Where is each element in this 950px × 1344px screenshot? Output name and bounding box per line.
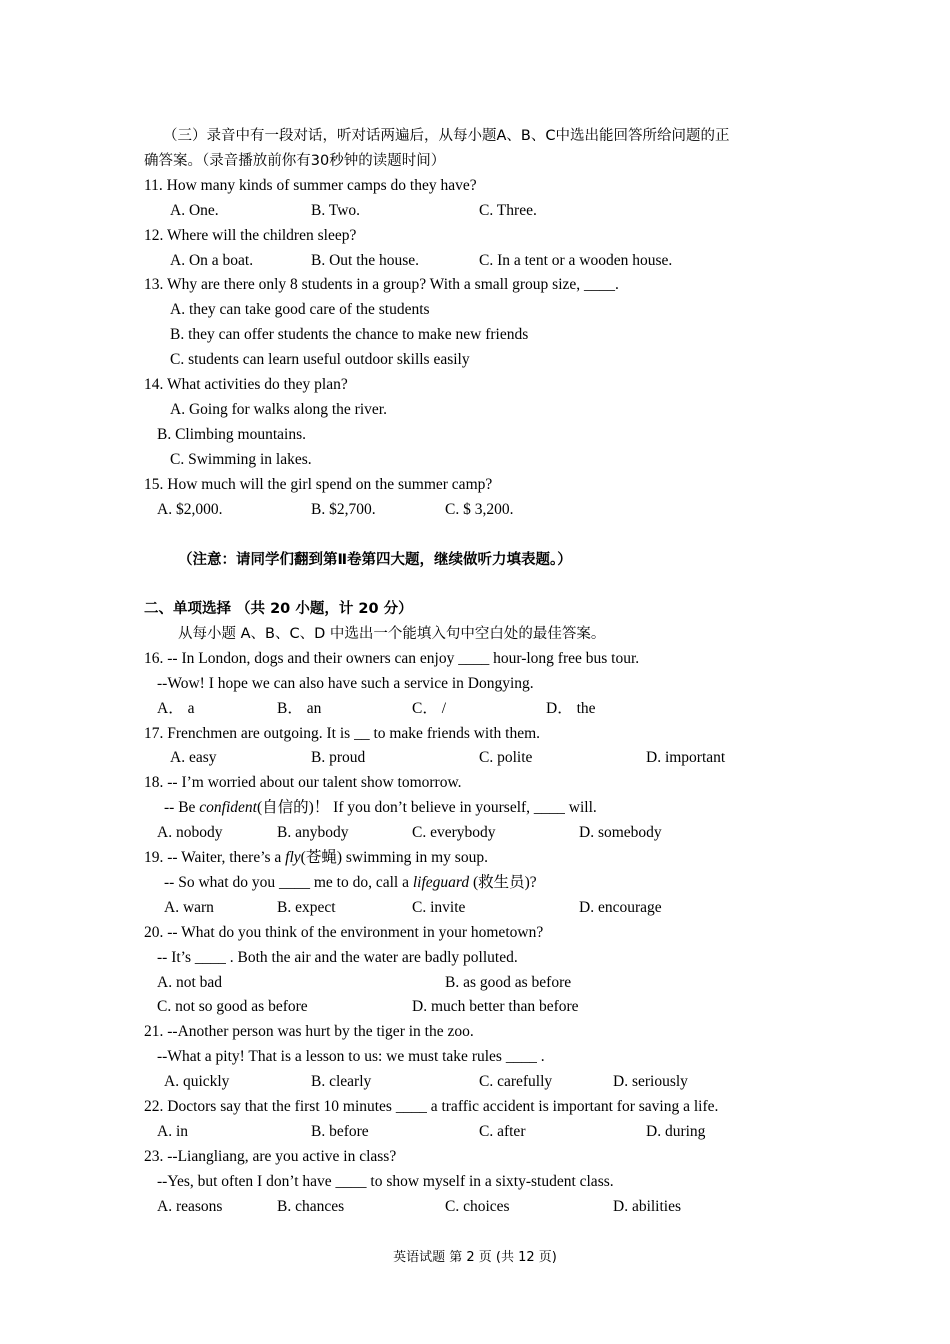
option-d: D. abilities xyxy=(613,1198,682,1215)
option-d: D． the xyxy=(546,700,596,717)
option-d: D. during xyxy=(646,1123,706,1140)
option-c: C. choices xyxy=(445,1198,510,1215)
option-c: C. $ 3,200. xyxy=(445,501,514,518)
option-b: B． an xyxy=(277,700,322,717)
option-c: C. not so good as before xyxy=(157,998,308,1015)
option-a: A. quickly xyxy=(164,1073,230,1090)
option-c: C. everybody xyxy=(412,824,496,841)
option-a: A. in xyxy=(157,1123,188,1140)
option-b: B. $2,700. xyxy=(311,501,376,518)
option-c: C. invite xyxy=(412,899,466,916)
option-c: C. after xyxy=(479,1123,526,1140)
option-c: C. polite xyxy=(479,749,533,766)
option-b: B. Two. xyxy=(311,202,361,219)
option-a: A. not bad xyxy=(157,974,223,991)
option-b: B. anybody xyxy=(277,824,349,841)
option-c: C． / xyxy=(412,700,447,717)
option-b: B. before xyxy=(311,1123,369,1140)
option-c: C. Three. xyxy=(479,202,537,219)
option-d: D. somebody xyxy=(579,824,662,841)
exam-page: （三）录音中有一段对话，听对话两遍后，从每小题A、B、C中选出能回答所给问题的正 确答案。（录音播放前你有30秒钟的读题时间） 11. How many kinds of summer camps do they have? A. One. B. Two. C. Three. 12. Where will the children sleep? A. On a boat. B. Out the house. C. In a tent or a wooden house. 13. Why are there only 8 students in a group? With a small group size, ____. A. they can take good care of the students B. they can offer students the chance to make new friends C. students can learn useful outdoor skills easily 14. What activities do they plan? A. Going for walks along the river. B. Climbing mountains. C. Swimming in lakes. 15. How much will the girl spend on the summer camp? A. $2,000. B. $2,700. C. $ 3,200. （注意：请同学们翻到第Ⅱ卷第四大题，继续做听力填表题。） 二、单项选择 （共 20 小题，计 20 分） 从每小题 A、B、C、D 中选出一个能填入句中空白处的最佳答案。 16. -- In London, dogs and their owners can enjoy ____ hour-long free bus tour. --Wow! I hope we can also have such a service in Dongying. A． a B． an C． / D． the 17. Frenchmen are outgoing. It is __ to make friends with them. A. easy B. proud C. polite D. important 18. -- I’m worried about our talent show tomorrow. -- Be confident(自信的)！ If you don’t believe in yourself, ____ will. A. nobody B. anybody C. everybody D. somebody 19. -- Waiter, there’s a fly(苍蝇) swimming in my soup. -- So what do you ____ me to do, call a lifeguard (救生员)? A. warn B. expect C. invite D. encourage 20. -- What do you think of the environment in your hometown? -- It’s ____ . Both the air and the water are badly polluted. A. not bad B. as good as before C. not so good as before D. much better than before 21. --Another person was hurt by the tiger in the zoo. --What a pity! That is a lesson to us: we must take rules ____ . A. quickly B. clearly C. carefully D. seriously 22. Doctors say that the first 10 minutes ____ a traffic accident is important for saving a life. A. in B. before C. after D. during 23. --Liangliang, are you active in class? --Yes, but often I don’t have ____ to show myself in a sixty-student class. A. reasons B. chances C. choices D. abilities 英语试题 第 2 页 (共 12 页) xyxy=(0,0,950,1344)
option-a: A. $2,000. xyxy=(157,501,223,518)
option-b: B. as good as before xyxy=(445,974,572,991)
option-d: D. encourage xyxy=(579,899,662,916)
option-c: C. In a tent or a wooden house. xyxy=(479,252,673,269)
option-b: B. Out the house. xyxy=(311,252,420,269)
option-d: D. seriously xyxy=(613,1073,688,1090)
page-footer: 英语试题 第 2 页 (共 12 页) xyxy=(393,1250,557,1265)
option-d: D. important xyxy=(646,749,726,766)
option-c: C. carefully xyxy=(479,1073,553,1090)
option-a: A. On a boat. xyxy=(170,252,254,269)
option-d: D. much better than before xyxy=(412,998,579,1015)
option-a: A. easy xyxy=(170,749,217,766)
option-a: A. nobody xyxy=(157,824,223,841)
option-a: A. warn xyxy=(164,899,214,916)
option-a: A. reasons xyxy=(157,1198,223,1215)
option-b: B. expect xyxy=(277,899,336,916)
option-a: A． a xyxy=(157,700,195,717)
option-b: B. chances xyxy=(277,1198,345,1215)
option-b: B. clearly xyxy=(311,1073,372,1090)
option-b: B. proud xyxy=(311,749,366,766)
option-a: A. One. xyxy=(170,202,219,219)
